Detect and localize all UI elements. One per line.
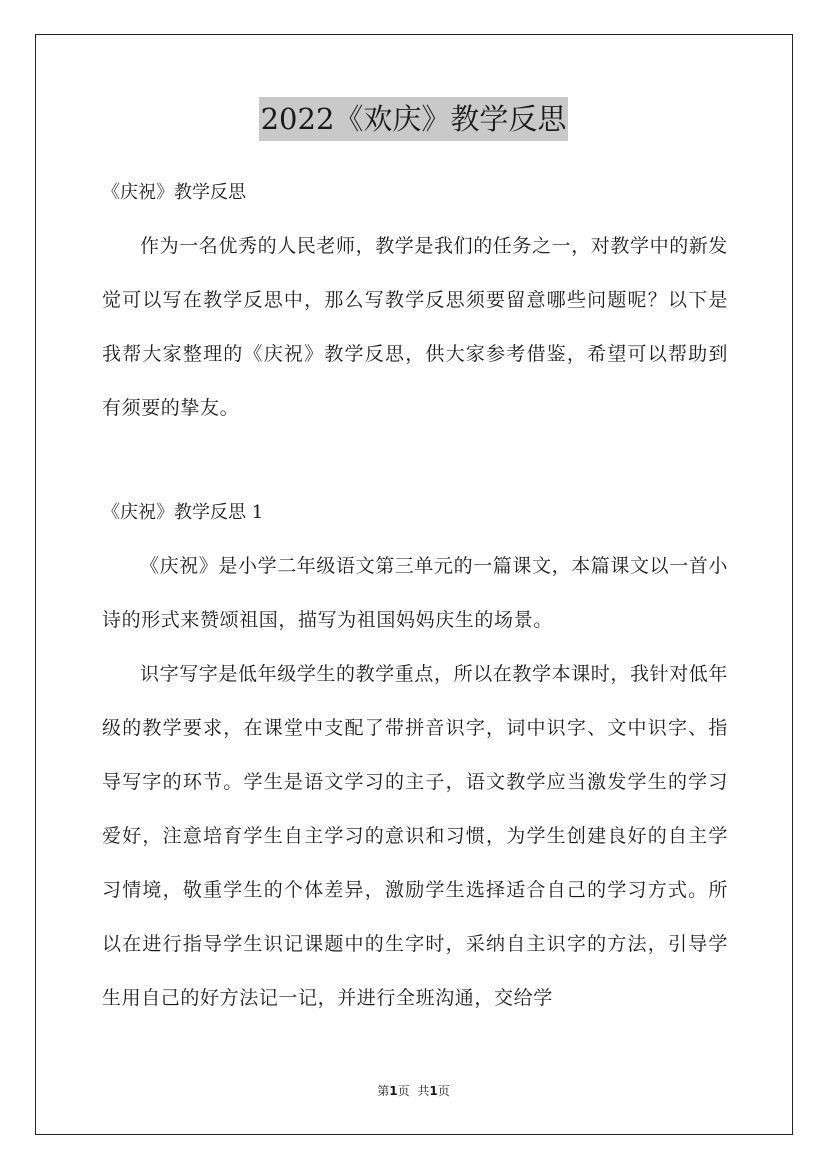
intro-heading: 《庆祝》教学反思 [102,182,246,203]
footer-total-pages: 1 [429,1084,438,1098]
section-heading: 《庆祝》教学反思 1 [102,502,264,523]
section-gap [102,435,728,487]
body-paragraph-1: 《庆祝》是小学二年级语文第三单元的一篇课文，本篇课文以一首小诗的形式来赞颂祖国，描写为祖国妈妈庆生的场景。 [102,555,729,631]
footer-total-prefix: 共 [417,1084,430,1098]
footer-page-number: 1 [389,1084,398,1098]
footer-page-prefix: 第 [377,1084,390,1098]
footer-total-suffix: 页 [437,1084,450,1098]
document-title: 2022《欢庆》教学反思 [259,97,569,141]
body-paragraph-2: 识字写字是低年级学生的教学重点，所以在教学本课时，我针对低年级的教学要求，在课堂中支配了带拼音识字，词中识字、文中识字、指导写字的环节。学生是语文学习的主子，语文教学应当激发学生的学习爱好，注意培育学生自主学习的意识和习惯，为学生创建良好的自主学习情境，敬重学生的个体差异，激励学生选择适合自己的学习方式。所以在进行指导学生识记课题中的生字时，采纳自主识字的方法，引导学生用自己的好方法记一记，并进行全班沟通，交给学 [102,663,729,1009]
footer-page-suffix: 页 [397,1084,410,1098]
intro-paragraph: 作为一名优秀的人民老师，教学是我们的任务之一，对教学中的新发觉可以写在教学反思中，那么写教学反思须要留意哪些问题呢？以下是我帮大家整理的《庆祝》教学反思，供大家参考借鉴，希望可以帮助到有须要的挚友。 [102,235,729,419]
page-footer [0,1082,827,1099]
title-wrapper [0,97,827,141]
document-body [102,167,728,1025]
